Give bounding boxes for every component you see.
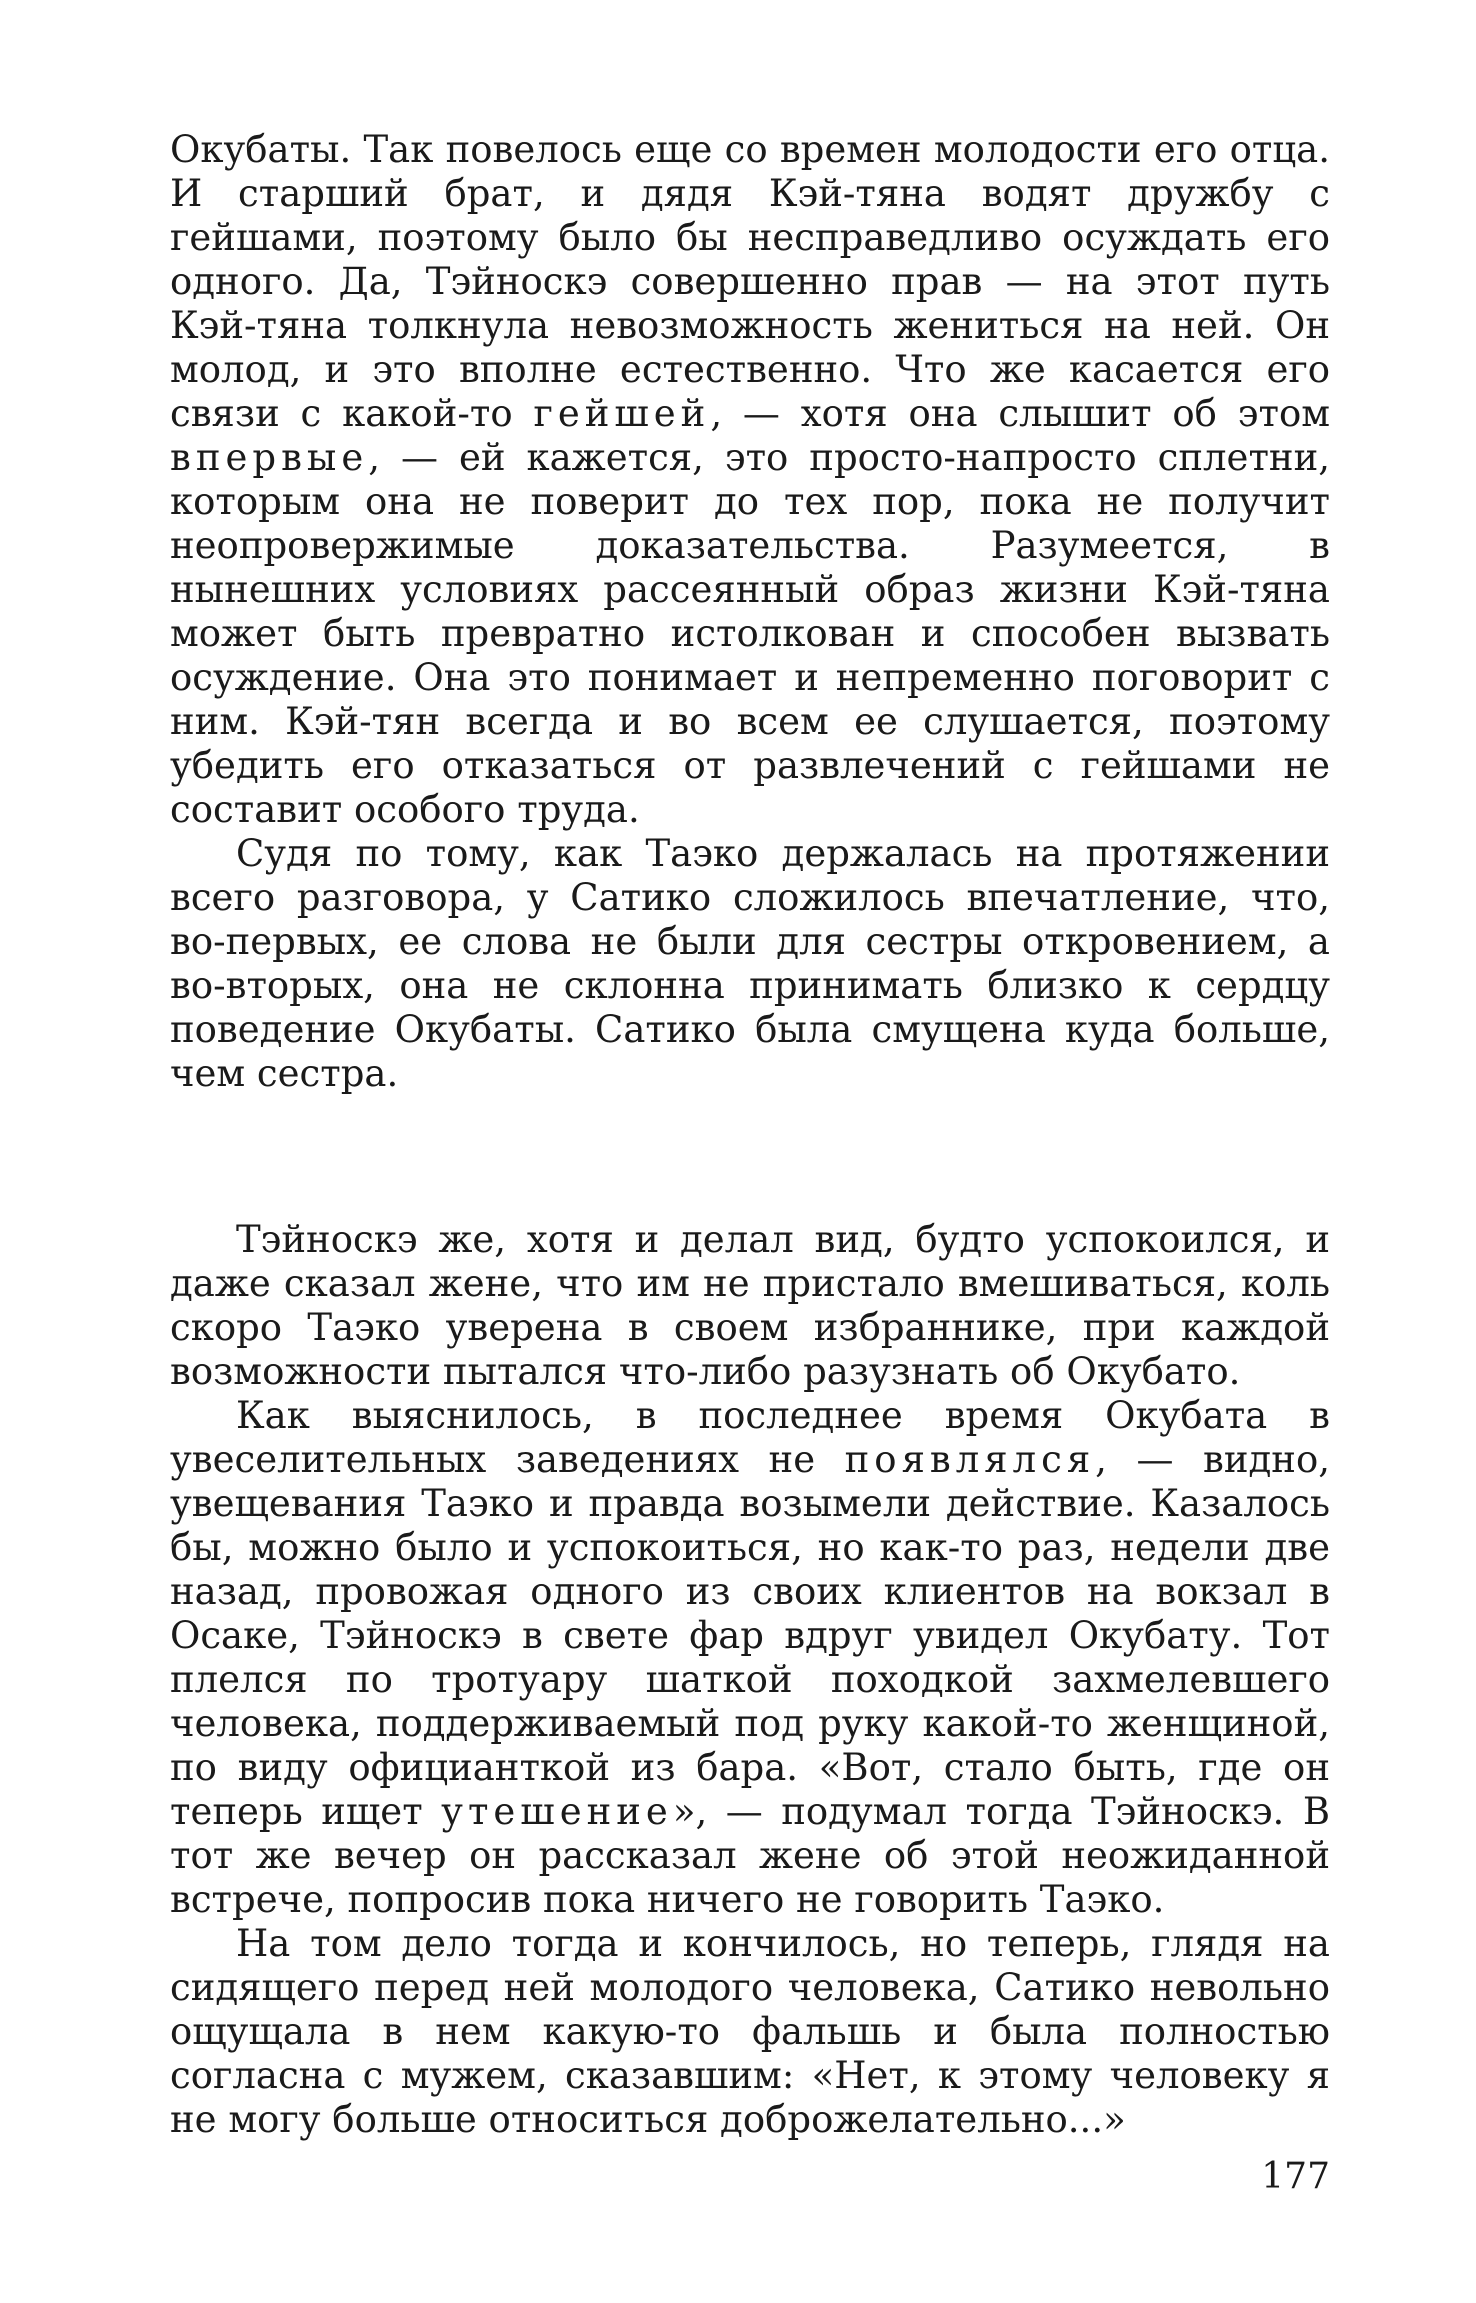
text-run: Окубаты. Так повелось еще со времен молодости его отца. И старший брат, и дядя Кэй-тяна водят дружбу с гейшами, поэтому было бы несправедливо осуждать его одного. Да, Тэйноскэ совершенно прав — на этот путь Кэй-тяна толкнула невозможность жениться на ней. Он молод, и это вполне естественно. Что же касается его связи с какой-то	[170, 128, 1330, 435]
text-run: », — подумал тогда Тэйноскэ. В тот же вечер он рассказал жене об этой неожиданной встрече, попросив пока ничего не говорить Таэко.	[170, 1790, 1331, 1921]
paragraph	[170, 128, 1330, 832]
section-break	[170, 1096, 1330, 1218]
text-run: Тэйноскэ же, хотя и делал вид, будто успокоился, и даже сказал жене, что им не пристало вмешиваться, коль скоро Таэко уверена в своем избраннике, при каждой возможности пытался что-либо разузнать об Окубато.	[170, 1218, 1330, 1393]
text-run: Как выяснилось, в последнее время Окубата в увеселительных заведениях не	[170, 1394, 1330, 1481]
emphasized-text: утешение	[441, 1790, 673, 1833]
emphasized-text: впервые	[170, 436, 369, 479]
emphasized-text: появлялся	[844, 1438, 1096, 1481]
paragraph	[170, 1922, 1330, 2142]
page-body	[170, 128, 1330, 2142]
paragraph	[170, 832, 1330, 1096]
paragraph	[170, 1394, 1330, 1922]
paragraph	[170, 1218, 1330, 1394]
page-number: 177	[1261, 2156, 1330, 2197]
text-run: На том дело тогда и кончилось, но теперь, глядя на сидящего перед ней молодого человека, Сатико невольно ощущала в нем какую-то фальшь и была полностью согласна с мужем, сказавшим: «Нет, к этому человеку я не могу больше относиться доброжелательно...»	[170, 1922, 1330, 2141]
text-run: , — хотя она слышит об этом	[710, 392, 1331, 435]
text-run: , — ей кажется, это просто-напросто сплетни, которым она не поверит до тех пор, пока не получит неопровержимые доказательства. Разумеется, в нынешних условиях рассеянный образ жизни Кэй-тяна может быть превратно истолкован и способен вызвать осуждение. Она это понимает и непременно поговорит с ним. Кэй-тян всегда и во всем ее слушается, поэтому убедить его отказаться от развлечений с гейшами не составит особого труда.	[170, 436, 1330, 831]
text-run: , — видно, увещевания Таэко и правда возымели действие. Казалось бы, можно было и успокоиться, но как-то раз, недели две назад, провожая одного из своих клиентов на вокзал в Осаке, Тэйноскэ в свете фар вдруг увидел Окубату. Тот плелся по тротуару шаткой походкой захмелевшего человека, поддерживаемый под руку какой-то женщиной, по виду официанткой из бара. «Вот, стало быть, где он теперь ищет	[170, 1438, 1330, 1833]
emphasized-text: гейшей	[533, 392, 711, 435]
text-run: Судя по тому, как Таэко держалась на протяжении всего разговора, у Сатико сложилось впечатление, что, во-первых, ее слова не были для сестры откровением, а во-вторых, она не склонна принимать близко к сердцу поведение Окубаты. Сатико была смущена куда больше, чем сестра.	[170, 832, 1330, 1095]
